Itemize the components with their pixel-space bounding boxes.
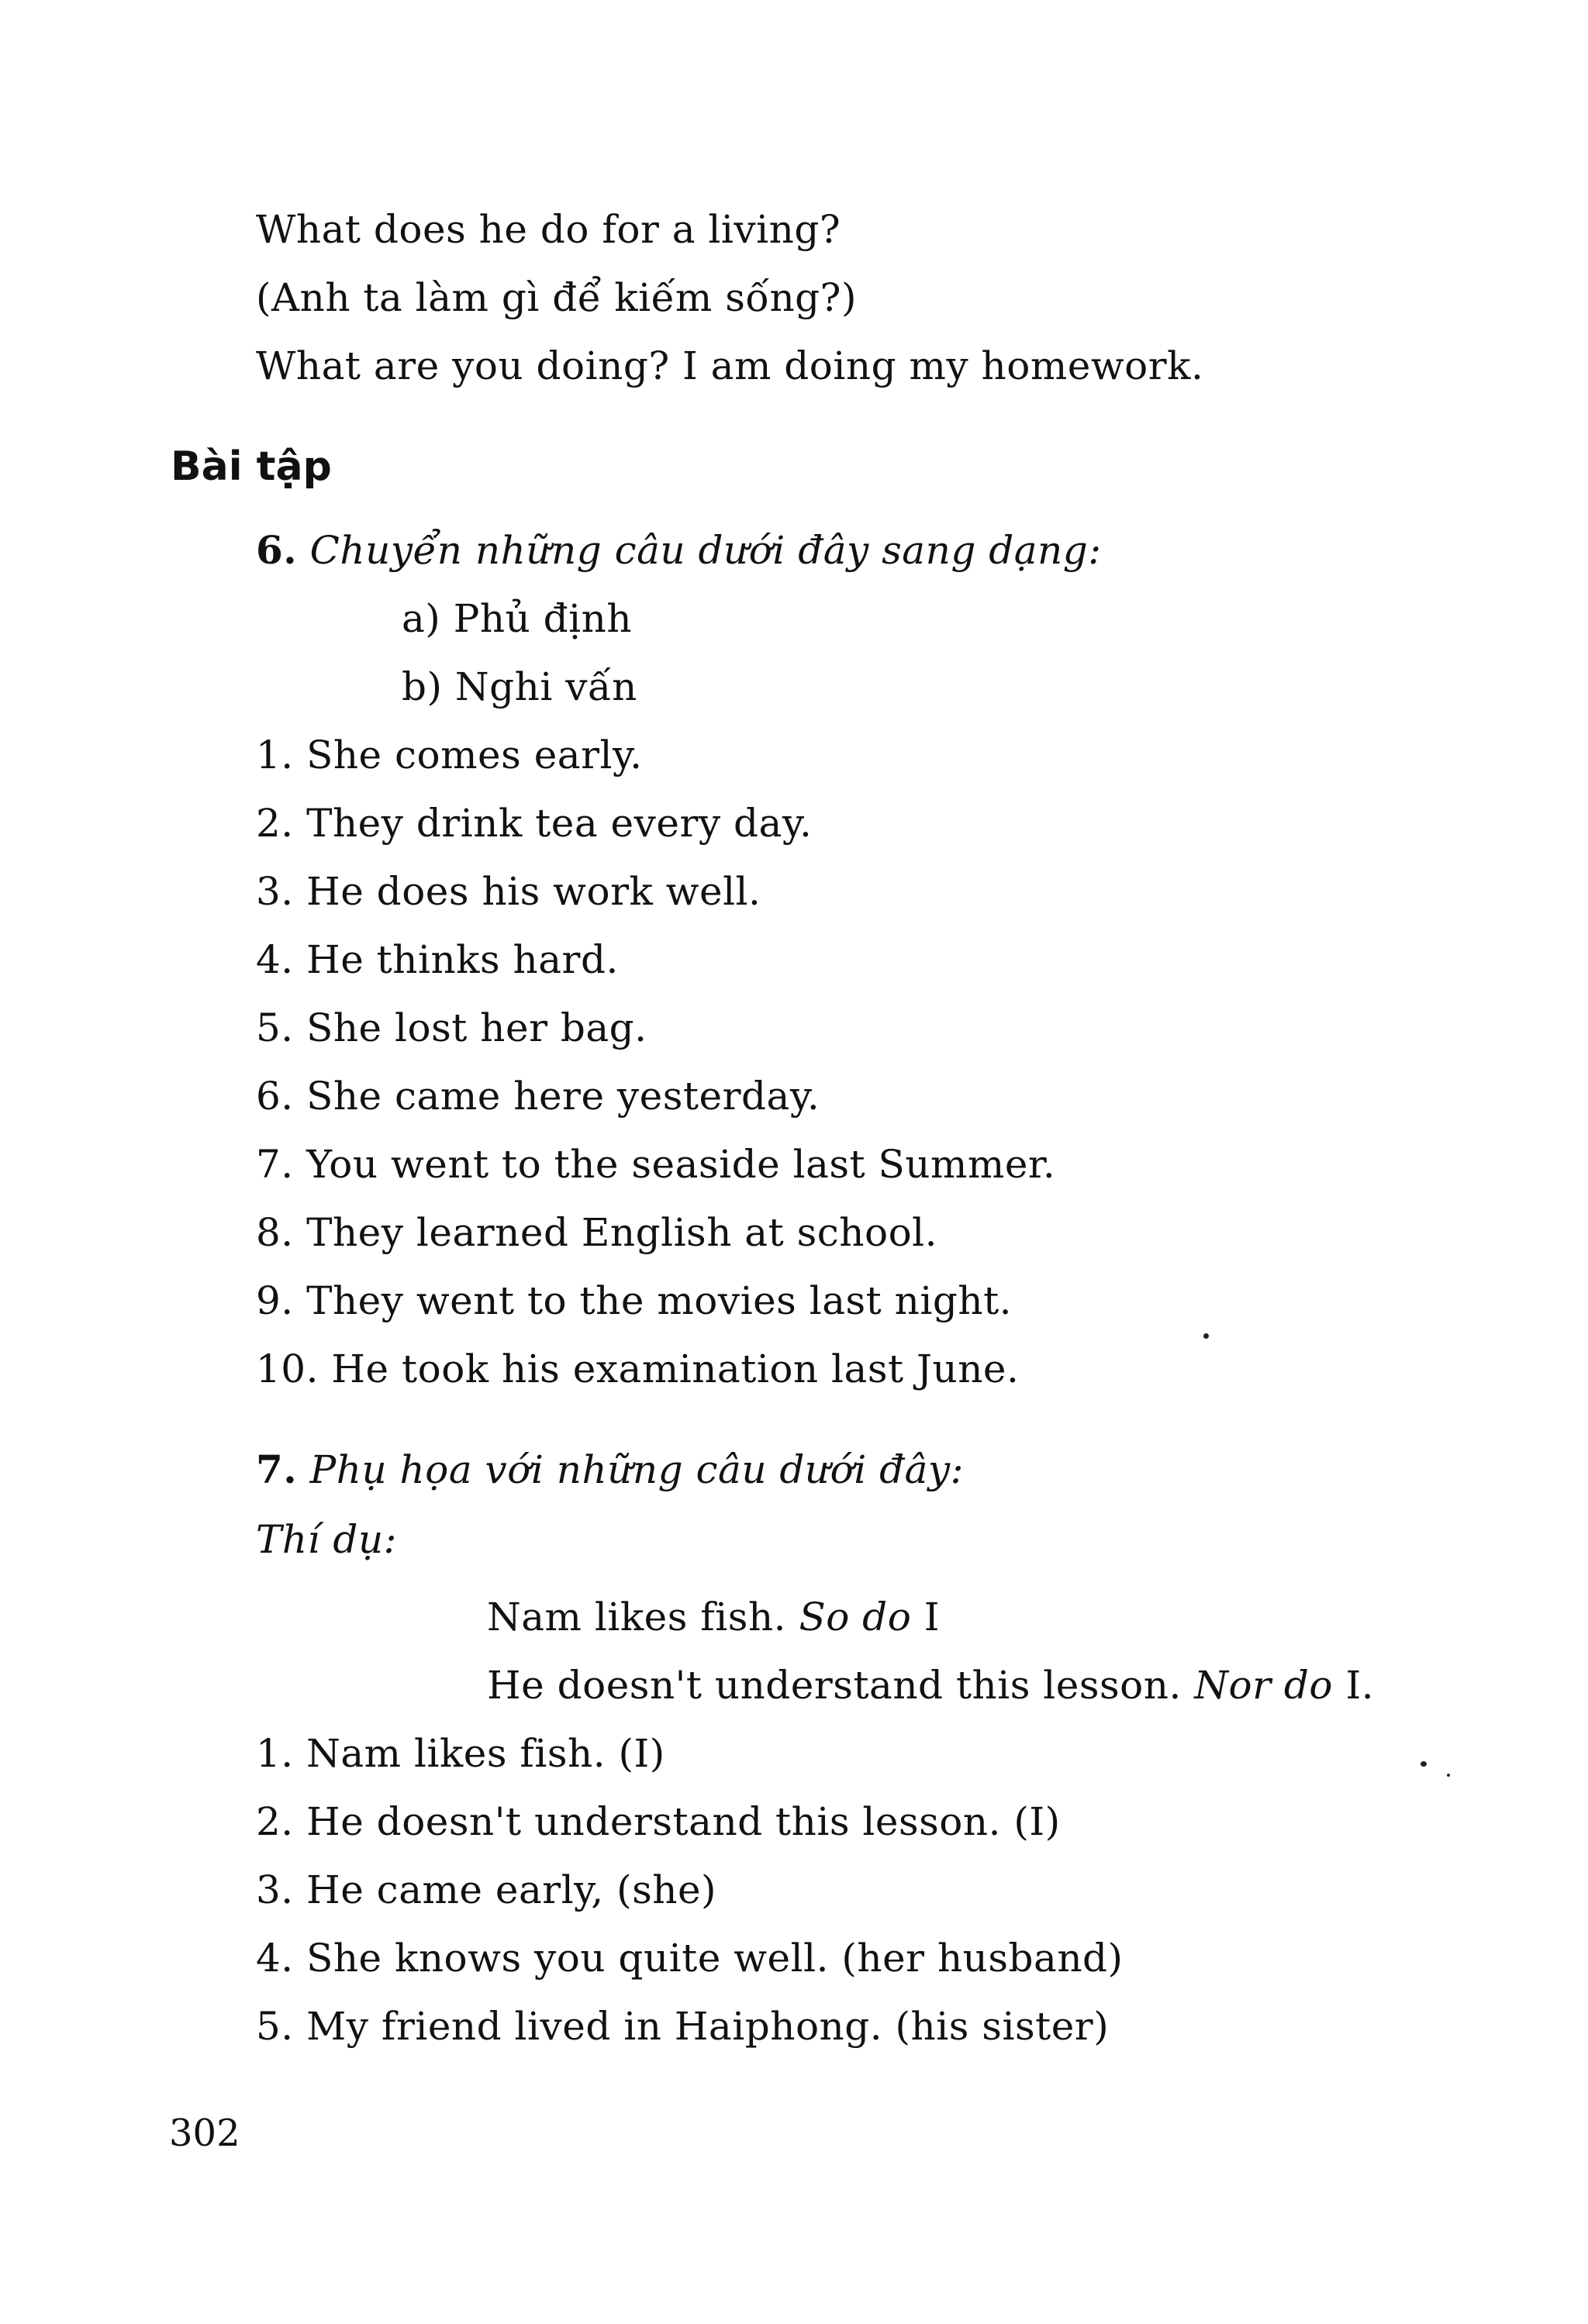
intro-line: What are you doing? I am doing my homework. bbox=[256, 343, 1204, 388]
example-tail: I bbox=[911, 1595, 940, 1640]
exercise-instruction: Phụ họa với những câu dưới đây: bbox=[309, 1447, 965, 1492]
exercise-instruction: Chuyển những câu dưới đây sang dạng: bbox=[309, 528, 1102, 573]
exercise-item: 8. They learned English at school. bbox=[256, 1210, 938, 1255]
exercise-item: 2. He doesn't understand this lesson. (I) bbox=[256, 1799, 1061, 1844]
exercise-number: 7. bbox=[256, 1446, 298, 1492]
page-number: 302 bbox=[169, 2112, 240, 2155]
example-text: Nam likes fish. bbox=[487, 1595, 799, 1640]
intro-translation: (Anh ta làm gì để kiếm sống?) bbox=[256, 275, 857, 320]
scan-speck bbox=[1447, 1774, 1450, 1777]
exercise-item: 7. You went to the seaside last Summer. bbox=[256, 1142, 1056, 1187]
scan-speck bbox=[1421, 1761, 1427, 1767]
example-sentence bbox=[487, 1662, 1374, 1709]
exercise-item: 4. She knows you quite well. (her husband) bbox=[256, 1936, 1124, 1981]
exercise-number: 6. bbox=[256, 527, 298, 573]
exercise-item: 1. Nam likes fish. (I) bbox=[256, 1731, 665, 1776]
exercise-item: 5. She lost her bag. bbox=[256, 1005, 647, 1050]
exercise-item: 3. He came early, (she) bbox=[256, 1867, 717, 1912]
exercise-7-title bbox=[256, 1446, 964, 1493]
section-heading: Bài tập bbox=[171, 443, 332, 490]
exercise-6-title bbox=[256, 527, 1102, 574]
exercise-item: 1. She comes early. bbox=[256, 733, 643, 778]
exercise-item: 2. They drink tea every day. bbox=[256, 801, 813, 846]
exercise-item: 3. He does his work well. bbox=[256, 869, 761, 914]
example-tail: I. bbox=[1333, 1663, 1375, 1708]
exercise-item: 6. She came here yesterday. bbox=[256, 1074, 820, 1119]
example-text: He doesn't understand this lesson. bbox=[487, 1663, 1195, 1708]
example-label: Thí dụ: bbox=[256, 1517, 397, 1562]
exercise-item: 9. They went to the movies last night. bbox=[256, 1278, 1013, 1323]
exercise-item: 4. He thinks hard. bbox=[256, 937, 619, 982]
scan-speck bbox=[1203, 1333, 1209, 1339]
example-sentence bbox=[487, 1594, 940, 1640]
exercise-item: 5. My friend lived in Haiphong. (his sister) bbox=[256, 2004, 1110, 2049]
example-emphasis: So do bbox=[799, 1595, 912, 1640]
intro-line: What does he do for a living? bbox=[256, 207, 841, 252]
exercise-option: b) Nghi vấn bbox=[402, 664, 637, 709]
exercise-option: a) Phủ định bbox=[402, 596, 633, 641]
example-emphasis: Nor do bbox=[1194, 1663, 1334, 1708]
exercise-item: 10. He took his examination last June. bbox=[256, 1346, 1020, 1391]
